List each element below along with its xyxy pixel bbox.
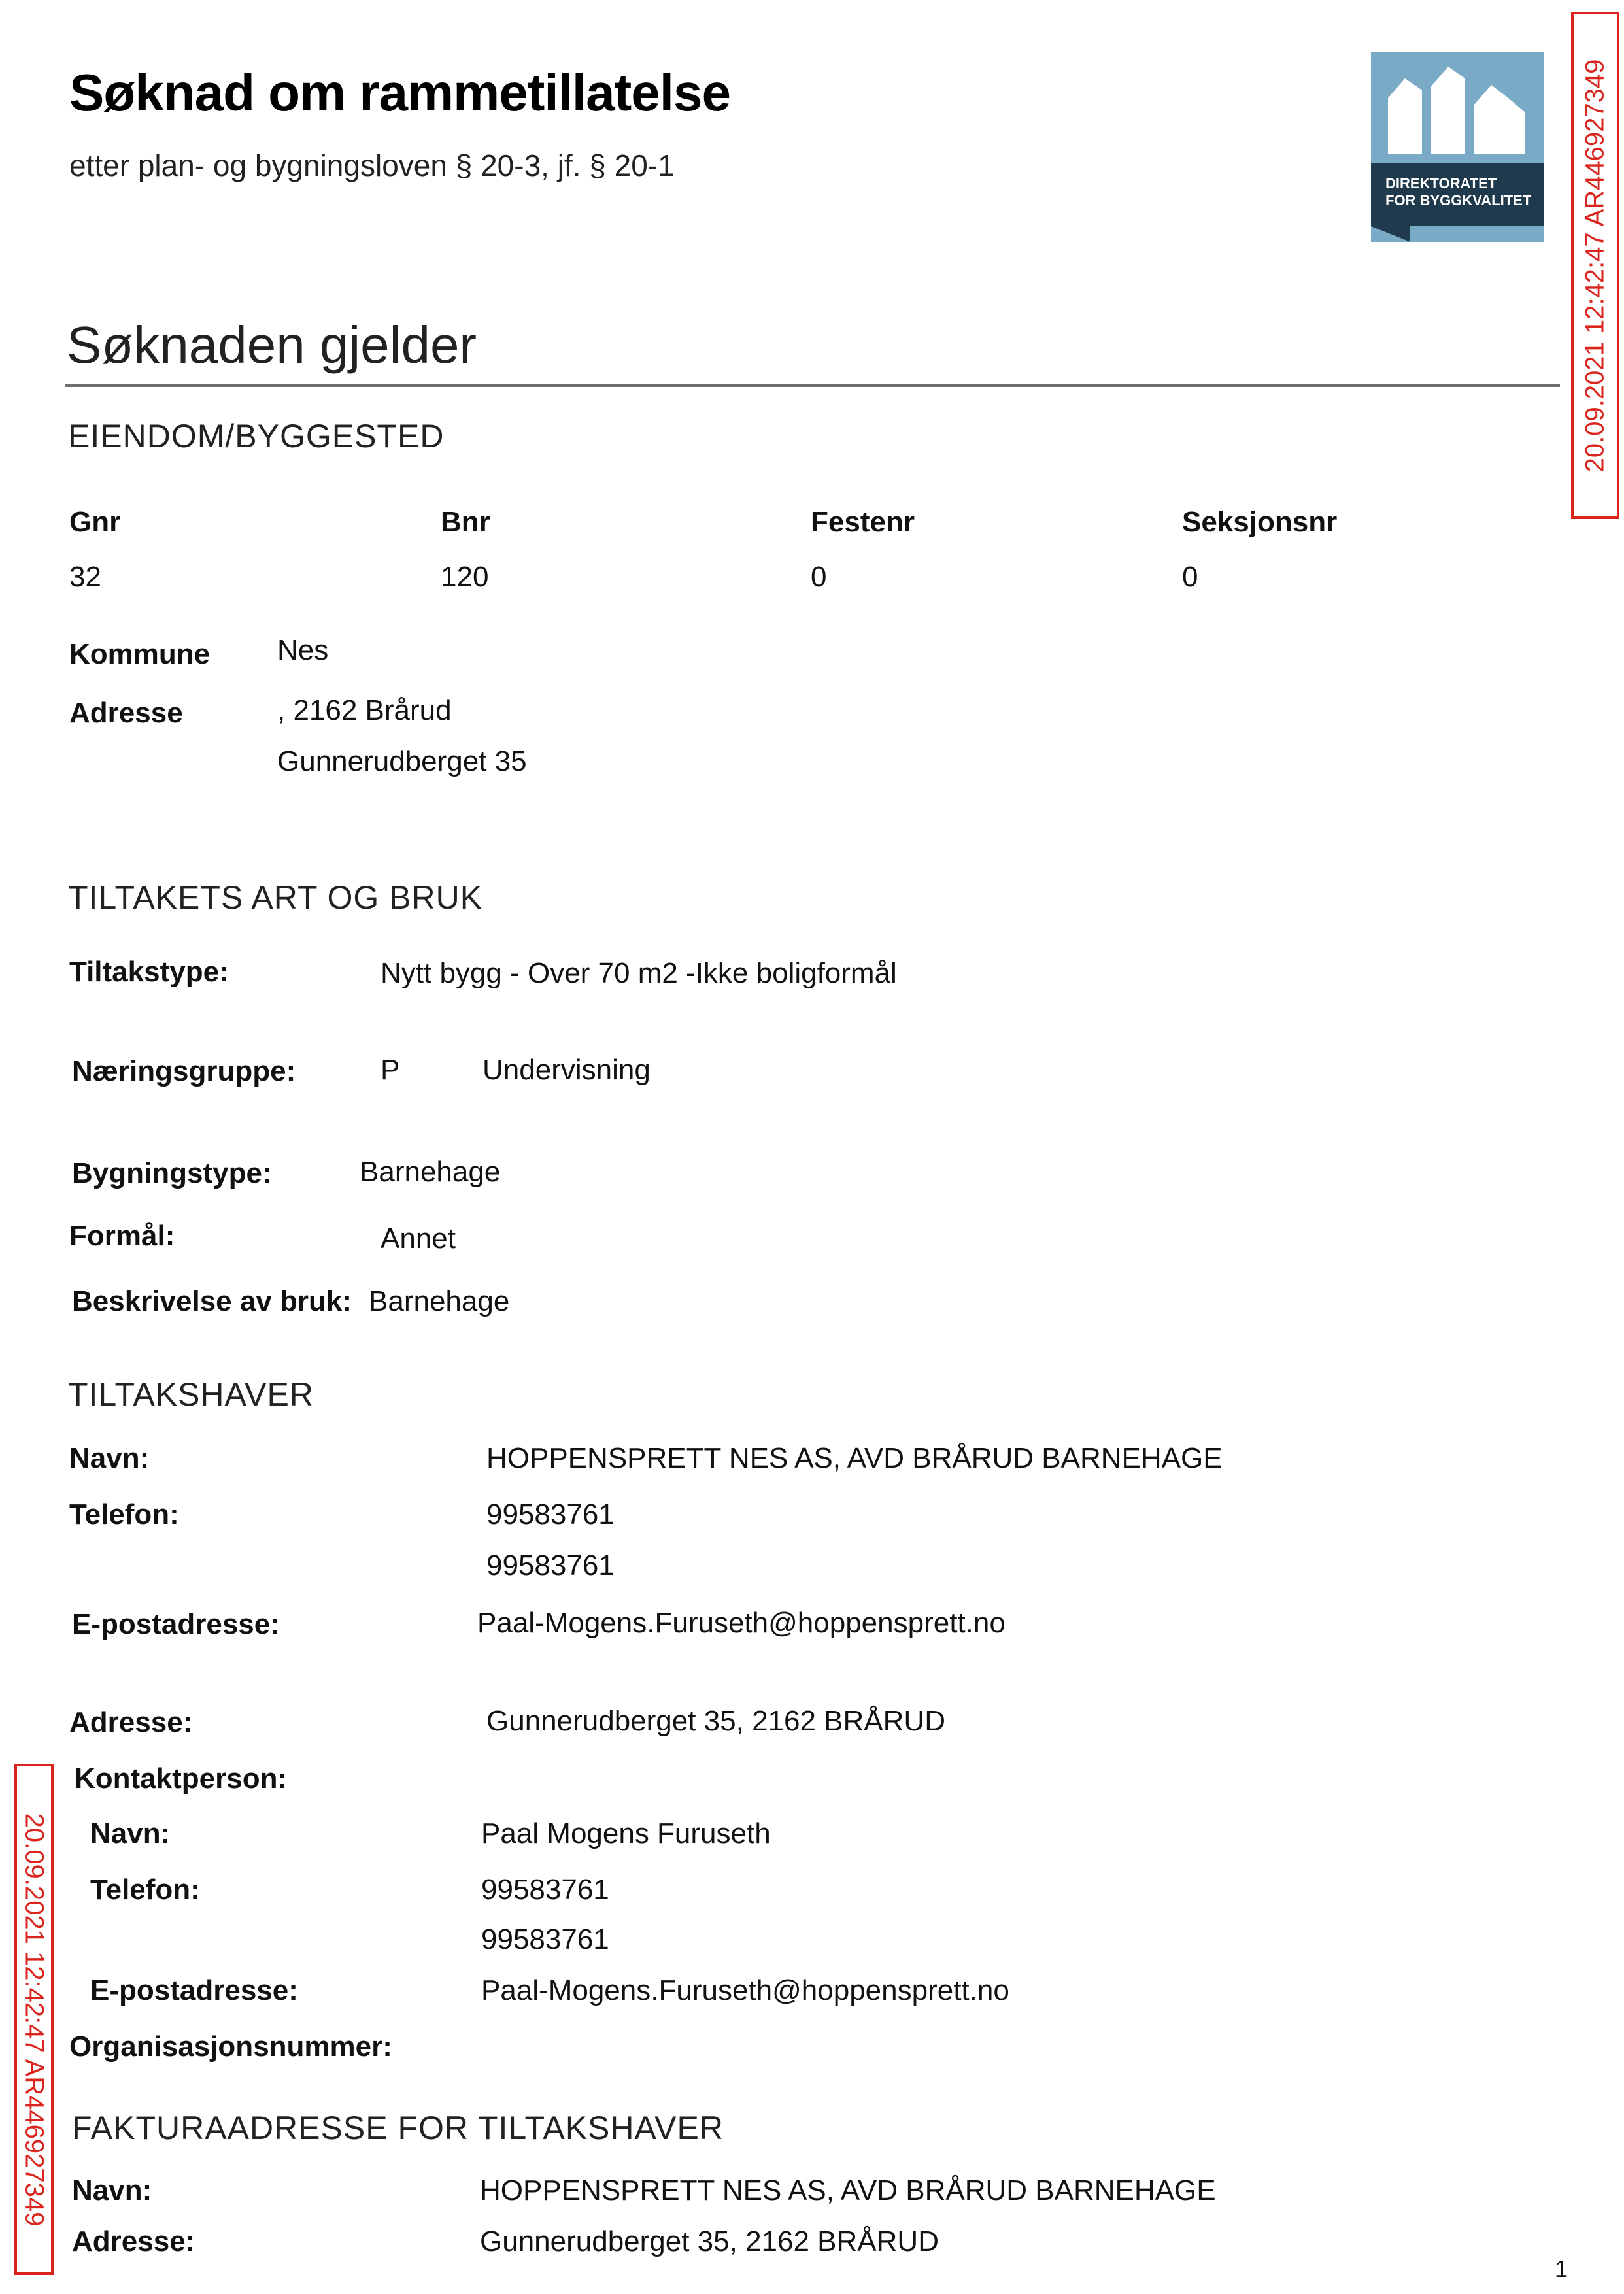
kommune-label: Kommune (69, 638, 211, 670)
beskrivelse-value: Barnehage (369, 1285, 510, 1317)
tiltakstype-value: Nytt bygg - Over 70 m2 -Ikke boligformål (381, 957, 897, 989)
gnr-label: Gnr (69, 506, 121, 538)
tiltakstype-label: Tiltakstype: (69, 956, 229, 988)
kontaktperson-label: Kontaktperson: (75, 1763, 288, 1795)
tiltakshaver-heading: TILTAKSHAVER (68, 1376, 314, 1413)
adresse-line1: , 2162 Brårud (277, 694, 452, 726)
faktura-adresse-value: Gunnerudberget 35, 2162 BRÅRUD (480, 2225, 939, 2257)
tiltakshaver-epost-label: E-postadresse: (72, 1608, 280, 1640)
dibk-logo (1371, 52, 1544, 242)
tiltakshaver-telefon2: 99583761 (486, 1549, 615, 1581)
seksjonsnr-label: Seksjonsnr (1182, 506, 1338, 538)
beskrivelse-label: Beskrivelse av bruk: (72, 1285, 352, 1317)
tiltakshaver-telefon1: 99583761 (486, 1498, 615, 1530)
kommune-value: Nes (277, 634, 329, 666)
tiltakshaver-epost-value: Paal-Mogens.Furuseth@hoppensprett.no (477, 1607, 1006, 1639)
page-subtitle: etter plan- og bygningsloven § 20-3, jf. § 20-1 (69, 148, 675, 182)
tiltakshaver-navn-value: HOPPENSPRETT NES AS, AVD BRÅRUD BARNEHAGE (486, 1442, 1223, 1474)
page-title: Søknad om rammetillatelse (69, 63, 730, 122)
archive-stamp-right (1571, 12, 1619, 519)
formal-value: Annet (381, 1223, 456, 1255)
naeringsgruppe-code: P (381, 1054, 400, 1086)
kontakt-telefon1: 99583761 (481, 1874, 609, 1906)
tiltakshaver-adresse-label: Adresse: (69, 1706, 193, 1738)
adresse-line2: Gunnerudberget 35 (277, 745, 527, 777)
logo-mark-icon (1371, 52, 1544, 242)
faktura-adresse-label: Adresse: (72, 2225, 195, 2257)
kontakt-epost-value: Paal-Mogens.Furuseth@hoppensprett.no (481, 1974, 1009, 2006)
logo-text-line2: FOR BYGGKVALITET (1385, 192, 1532, 209)
tiltak-heading: TILTAKETS ART OG BRUK (68, 879, 483, 916)
eiendom-heading: EIENDOM/BYGGESTED (68, 418, 445, 454)
kontakt-navn-label: Navn: (90, 1817, 171, 1849)
festenr-value: 0 (811, 561, 827, 593)
tiltakshaver-navn-label: Navn: (69, 1442, 150, 1474)
faktura-navn-label: Navn: (72, 2174, 152, 2206)
gnr-value: 32 (69, 561, 101, 593)
orgnr-label: Organisasjonsnummer: (69, 2031, 392, 2063)
faktura-navn-value: HOPPENSPRETT NES AS, AVD BRÅRUD BARNEHAGE (480, 2174, 1216, 2206)
naeringsgruppe-value: Undervisning (482, 1054, 651, 1086)
bnr-value: 120 (441, 561, 489, 593)
tiltakshaver-telefon-label: Telefon: (69, 1498, 179, 1530)
kontakt-telefon-label: Telefon: (90, 1874, 200, 1906)
festenr-label: Festenr (811, 506, 915, 538)
page-number: 1 (1555, 2255, 1568, 2282)
section-divider (65, 384, 1560, 387)
kontakt-navn-value: Paal Mogens Furuseth (481, 1817, 771, 1849)
naeringsgruppe-label: Næringsgruppe: (72, 1055, 296, 1087)
faktura-heading: FAKTURAADRESSE FOR TILTAKSHAVER (72, 2110, 724, 2146)
kontakt-epost-label: E-postadresse: (90, 1974, 298, 2006)
stamp-text: 20.09.2021 12:42:47 AR446927349 (20, 1813, 49, 2226)
logo-text-line1: DIREKTORATET (1385, 175, 1497, 192)
section-title: Søknaden gjelder (67, 316, 477, 374)
bygningstype-label: Bygningstype: (72, 1157, 272, 1189)
bygningstype-value: Barnehage (360, 1156, 501, 1188)
archive-stamp-left (14, 1764, 54, 2275)
tiltakshaver-adresse-value: Gunnerudberget 35, 2162 BRÅRUD (486, 1705, 945, 1737)
bnr-label: Bnr (441, 506, 490, 538)
formal-label: Formål: (69, 1220, 175, 1252)
adresse-label: Adresse (69, 697, 183, 729)
seksjonsnr-value: 0 (1182, 561, 1198, 593)
stamp-text: 20.09.2021 12:42:47 AR446927349 (1580, 59, 1610, 472)
kontakt-telefon2: 99583761 (481, 1923, 609, 1955)
